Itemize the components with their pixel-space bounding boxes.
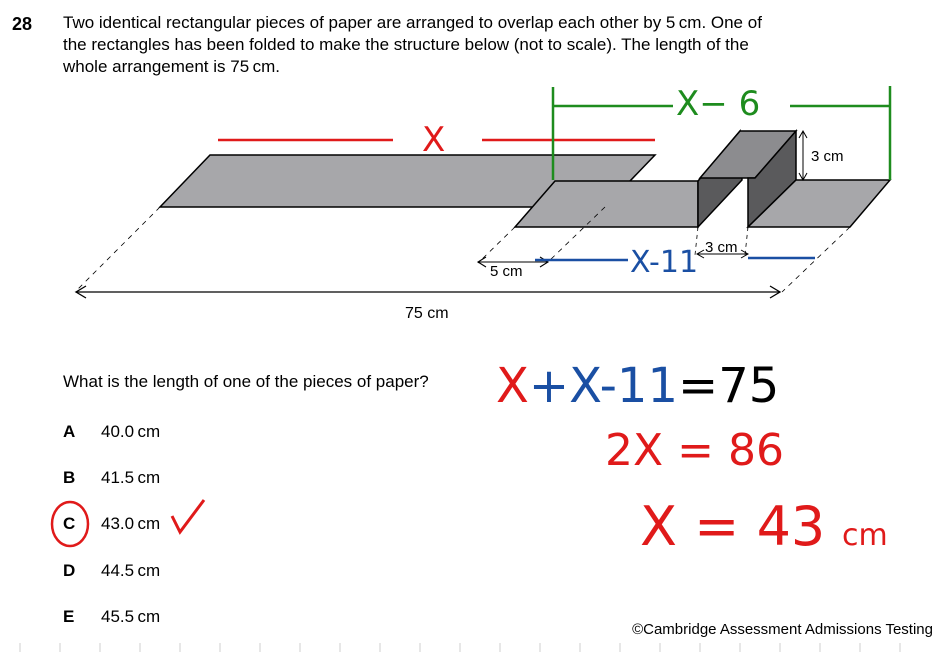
option-letter: A <box>63 422 76 441</box>
dashed-guide <box>75 207 160 292</box>
x-label: X <box>422 120 446 160</box>
option-letter: E <box>63 607 75 626</box>
option-value: 40.0 cm <box>101 422 161 441</box>
option-e[interactable] <box>63 607 160 627</box>
total-length-label: 75 cm <box>405 305 449 322</box>
option-b[interactable] <box>63 468 160 488</box>
check-mark-icon <box>172 500 204 532</box>
overlap-label: 5 cm <box>490 263 523 280</box>
equation-1-rest: =75 <box>678 358 780 414</box>
dashed-guide <box>782 227 850 292</box>
dashed-guide <box>478 227 515 263</box>
option-value: 41.5 cm <box>101 468 161 487</box>
equation-3-unit: cm <box>842 518 888 553</box>
option-letter: D <box>63 561 76 580</box>
option-c[interactable] <box>63 514 160 534</box>
x-minus-6-label: X− 6 <box>676 84 761 124</box>
question-text-line: Two identical rectangular pieces of paper are arranged to overlap each other by 5 cm. One of <box>63 13 762 32</box>
question-text-line: whole arrangement is 75 cm. <box>63 57 280 76</box>
option-value: 43.0 cm <box>101 514 161 533</box>
question-text-line: the rectangles has been folded to make the structure below (not to scale). The length of the <box>63 35 749 54</box>
fold-gap-label: 3 cm <box>705 239 738 256</box>
equation-1 <box>496 358 779 414</box>
option-letter: B <box>63 468 76 487</box>
option-value: 44.5 cm <box>101 561 161 580</box>
equation-3: X = 43 <box>640 495 826 558</box>
equation-2: 2X = 86 <box>605 425 784 476</box>
x-minus-11-label: X-11 <box>630 245 699 280</box>
option-value: 45.5 cm <box>101 607 161 626</box>
equation-1-x: X <box>496 358 529 414</box>
ruler-ticks <box>0 643 941 652</box>
option-letter: C <box>63 514 76 533</box>
option-a[interactable] <box>63 422 160 442</box>
copyright: ©Cambridge Assessment Admissions Testing <box>632 621 933 638</box>
dashed-guide <box>745 227 748 255</box>
question-prompt: What is the length of one of the pieces of paper? <box>63 372 429 391</box>
option-d[interactable] <box>63 561 160 581</box>
question-number: 28 <box>12 14 33 34</box>
equation-1-blue: +X-11 <box>528 358 678 414</box>
fold-height-label: 3 cm <box>811 148 844 165</box>
